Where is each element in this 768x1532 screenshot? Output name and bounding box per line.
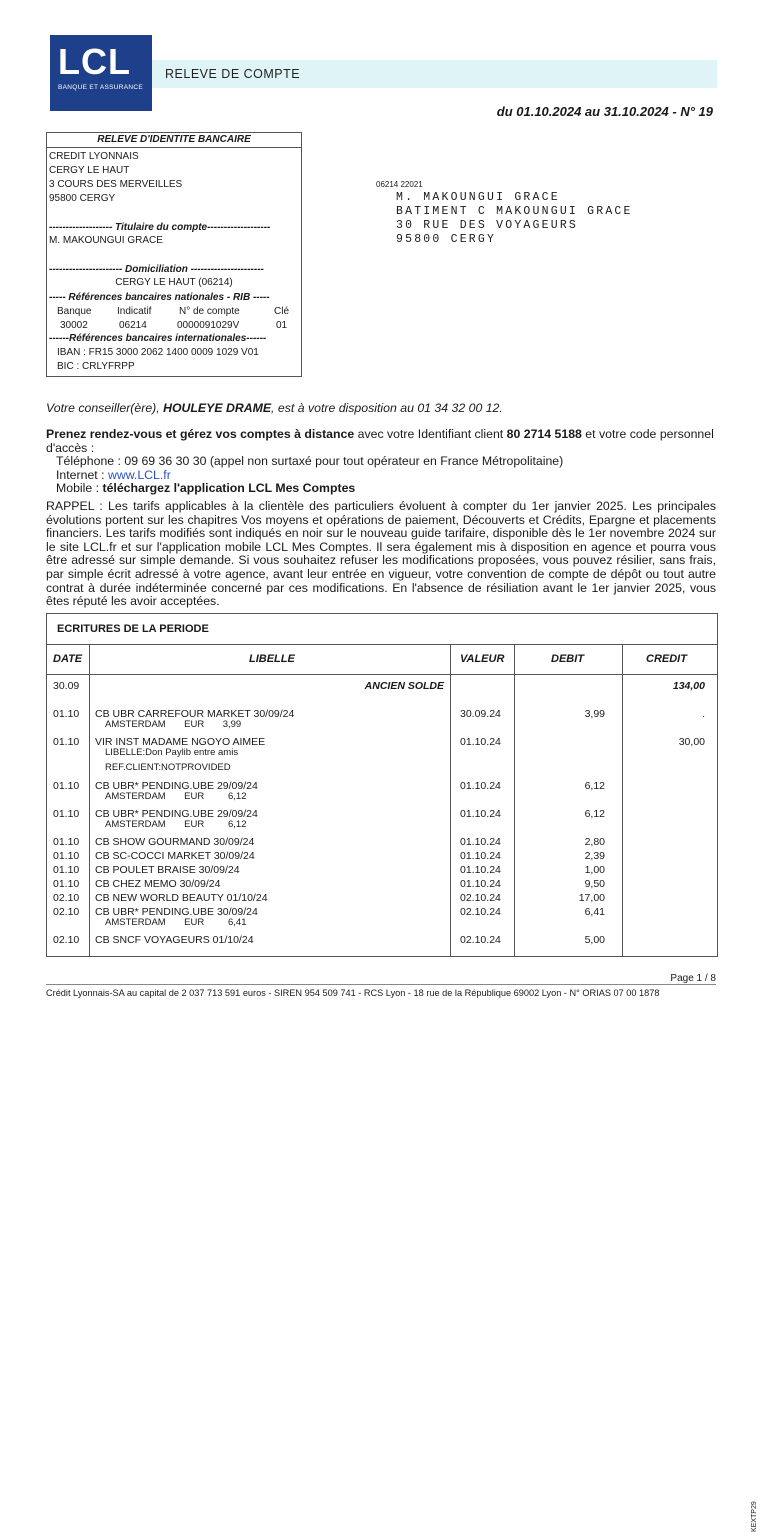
row-label: CB NEW WORLD BEAUTY 01/10/24 bbox=[95, 892, 268, 904]
rib-title: RELEVE D'IDENTITE BANCAIRE bbox=[47, 134, 301, 148]
row-label: CB SC-COCCI MARKET 30/09/24 bbox=[95, 850, 255, 862]
table-title-bar bbox=[47, 614, 717, 645]
row-label: CB CHEZ MEMO 30/09/24 bbox=[95, 878, 221, 890]
row-value-date: 01.10.24 bbox=[460, 850, 501, 862]
remote-access bbox=[46, 428, 716, 496]
opening-credit: 134,00 bbox=[672, 680, 705, 692]
logo-text: LCL bbox=[58, 41, 131, 82]
lcl-website-link[interactable]: www.LCL.fr bbox=[107, 467, 171, 482]
table-header bbox=[47, 645, 717, 675]
row-date: 01.10 bbox=[53, 850, 80, 862]
row-date: 01.10 bbox=[53, 708, 80, 720]
row-value-date: 01.10.24 bbox=[460, 864, 501, 876]
bank-line: CERGY LE HAUT bbox=[49, 165, 130, 176]
remote-heading: Prenez rendez-vous et gérez vos comptes à distance bbox=[46, 427, 355, 441]
row-date: 01.10 bbox=[53, 836, 80, 848]
bank-line: 3 COURS DES MERVEILLES bbox=[49, 179, 183, 190]
branch-code: 06214 bbox=[119, 320, 147, 331]
remote-text: avec votre Identifiant client bbox=[354, 427, 507, 441]
row-detail: AMSTERDAM EUR 6,12 bbox=[105, 819, 247, 830]
col-bank: Banque bbox=[57, 306, 92, 317]
row-credit: . bbox=[702, 708, 705, 720]
advisor-prefix: Votre conseiller(ère), bbox=[46, 401, 164, 415]
row-credit: 30,00 bbox=[678, 736, 705, 748]
header-debit: DEBIT bbox=[551, 653, 584, 665]
row-date: 01.10 bbox=[53, 878, 80, 890]
row-value-date: 02.10.24 bbox=[460, 906, 501, 918]
row-debit: 6,12 bbox=[584, 780, 605, 792]
row-label: CB SNCF VOYAGEURS 01/10/24 bbox=[95, 934, 254, 946]
phone-line: Téléphone : 09 69 36 30 30 (appel non surtaxé pour tout opérateur en France Métropolitaine) bbox=[56, 454, 564, 469]
col-key: Clé bbox=[274, 306, 290, 317]
address-line: 30 RUE DES VOYAGEURS bbox=[396, 219, 579, 232]
internet-line bbox=[46, 469, 716, 483]
internet-label: Internet : bbox=[56, 467, 108, 482]
legal-footer: Crédit Lyonnais-SA au capital de 2 037 713 591 euros - SIREN 954 509 741 - RCS Lyon - 18 rue de la République 69002 Lyon - N° ORIAS 07 00 1878 bbox=[46, 988, 660, 998]
side-code: KEXTP29 bbox=[751, 1501, 758, 1532]
row-label: VIR INST MADAME NGOYO AIMEE bbox=[95, 736, 266, 748]
international-ref-title: ------Références bancaires internationales------ bbox=[49, 333, 267, 344]
address-code: 06214 22021 bbox=[376, 180, 423, 189]
row-debit: 6,41 bbox=[584, 906, 605, 918]
logo-tagline: BANQUE ET ASSURANCE bbox=[58, 84, 144, 91]
row-label: CB UBR* PENDING.UBE 29/09/24 bbox=[95, 780, 258, 792]
row-value-date: 01.10.24 bbox=[460, 836, 501, 848]
national-ref-title: ----- Références bancaires nationales - RIB ----- bbox=[49, 292, 270, 303]
row-date: 02.10 bbox=[53, 906, 80, 918]
row-date: 02.10 bbox=[53, 934, 80, 946]
page-title: RELEVE DE COMPTE bbox=[165, 67, 301, 81]
lcl-logo bbox=[50, 35, 152, 111]
domiciliation-title: ---------------------- Domiciliation ---------------------- bbox=[49, 264, 264, 275]
mobile-app: téléchargez l'application LCL Mes Comptes bbox=[102, 481, 356, 496]
opening-date: 30.09 bbox=[53, 680, 80, 692]
row-date: 01.10 bbox=[53, 780, 80, 792]
col-divider bbox=[89, 645, 90, 956]
row-detail: AMSTERDAM EUR 6,12 bbox=[105, 791, 247, 802]
col-divider bbox=[450, 645, 451, 956]
row-detail: LIBELLE:Don Paylib entre amis bbox=[105, 747, 239, 758]
client-id: 80 2714 5188 bbox=[506, 427, 582, 441]
tariff-notice: RAPPEL : Les tarifs applicables à la clientèle des particuliers évoluent à compter du 1er janvier 2025. Les principales évolutions portent sur les chapitres Vos moyens et opérations de paiement, Découverts et Crédits, Epargne et placements financiers. Les tarifs modifiés sont indiqués en noir sur le nouveau guide tarifaire, disponible dès le 1er novembre 2024 sur le site LCL.fr et sur l'application mobile LCL Mes Comptes. Il sera également mis à disposition en agence et pourra vous être adressé sur simple demande. Si vous souhaitez refuser les modifications proposées, vous pouvez résilier, sans frais, par simple écrit adressé à votre agence, avant leur entrée en vigueur, votre convention de compte de dépôt ou tout autre contrat à durée indéterminée concerné par ces modifications. En l'absence de résiliation avant le 1er janvier 2025, vous êtes réputé les avoir acceptées. bbox=[46, 499, 716, 609]
col-branch: Indicatif bbox=[117, 306, 152, 317]
footer-divider bbox=[46, 984, 716, 985]
remote-text: et votre code personnel d'accès : bbox=[46, 427, 714, 455]
bank-line: CREDIT LYONNAIS bbox=[49, 151, 139, 162]
row-debit: 3,99 bbox=[584, 708, 605, 720]
row-label: CB UBR* PENDING.UBE 30/09/24 bbox=[95, 906, 258, 918]
address-line: 95800 CERGY bbox=[396, 233, 497, 246]
row-date: 01.10 bbox=[53, 808, 80, 820]
row-date: 02.10 bbox=[53, 892, 80, 904]
header-credit: CREDIT bbox=[646, 653, 687, 665]
row-value-date: 01.10.24 bbox=[460, 878, 501, 890]
domiciliation: CERGY LE HAUT (06214) bbox=[115, 277, 233, 288]
row-label: CB POULET BRAISE 30/09/24 bbox=[95, 864, 240, 876]
row-debit: 5,00 bbox=[584, 934, 605, 946]
row-label: CB SHOW GOURMAND 30/09/24 bbox=[95, 836, 255, 848]
bic: BIC : CRLYFRPP bbox=[57, 361, 135, 372]
bank-line: 95800 CERGY bbox=[49, 193, 116, 204]
iban: IBAN : FR15 3000 2062 1400 0009 1029 V01 bbox=[57, 347, 259, 358]
holder-name: M. MAKOUNGUI GRACE bbox=[49, 235, 163, 246]
row-debit: 1,00 bbox=[584, 864, 605, 876]
header-label: LIBELLE bbox=[249, 653, 295, 665]
row-debit: 17,00 bbox=[578, 892, 605, 904]
rib-box bbox=[46, 132, 302, 377]
header-date: DATE bbox=[53, 653, 83, 665]
opening-label: ANCIEN SOLDE bbox=[364, 680, 444, 692]
col-divider bbox=[514, 645, 515, 956]
row-detail: AMSTERDAM EUR 6,41 bbox=[105, 917, 247, 928]
row-debit: 9,50 bbox=[584, 878, 605, 890]
address-line: BATIMENT C MAKOUNGUI GRACE bbox=[396, 205, 633, 218]
mobile-line bbox=[46, 482, 716, 496]
col-account: N° de compte bbox=[179, 306, 240, 317]
row-label: CB UBR CARREFOUR MARKET 30/09/24 bbox=[95, 708, 295, 720]
row-label: CB UBR* PENDING.UBE 29/09/24 bbox=[95, 808, 258, 820]
address-line: M. MAKOUNGUI GRACE bbox=[396, 191, 560, 204]
advisor-line bbox=[46, 402, 716, 416]
row-value-date: 01.10.24 bbox=[460, 736, 501, 748]
row-value-date: 01.10.24 bbox=[460, 808, 501, 820]
row-date: 01.10 bbox=[53, 864, 80, 876]
page-number: Page 1 / 8 bbox=[670, 973, 716, 984]
row-debit: 2,39 bbox=[584, 850, 605, 862]
advisor-suffix: , est à votre disposition au 01 34 32 00 12. bbox=[271, 401, 503, 415]
table-title: ECRITURES DE LA PERIODE bbox=[57, 623, 209, 635]
account-number: 0000091029V bbox=[177, 320, 240, 331]
row-date: 01.10 bbox=[53, 736, 80, 748]
row-value-date: 30.09.24 bbox=[460, 708, 501, 720]
holder-title: ------------------- Titulaire du compte------------------- bbox=[49, 222, 271, 233]
row-value-date: 01.10.24 bbox=[460, 780, 501, 792]
row-detail: AMSTERDAM EUR 3,99 bbox=[105, 719, 242, 730]
bank-code: 30002 bbox=[60, 320, 88, 331]
header-value: VALEUR bbox=[460, 653, 505, 665]
row-debit: 2,80 bbox=[584, 836, 605, 848]
row-debit: 6,12 bbox=[584, 808, 605, 820]
row-value-date: 02.10.24 bbox=[460, 934, 501, 946]
statement-period: du 01.10.2024 au 31.10.2024 - N° 19 bbox=[496, 104, 713, 119]
row-value-date: 02.10.24 bbox=[460, 892, 501, 904]
rib-key: 01 bbox=[276, 320, 288, 331]
advisor-name: HOULEYE DRAME bbox=[163, 401, 272, 415]
mobile-label: Mobile : bbox=[56, 481, 103, 496]
row-detail: REF.CLIENT:NOTPROVIDED bbox=[105, 762, 231, 773]
